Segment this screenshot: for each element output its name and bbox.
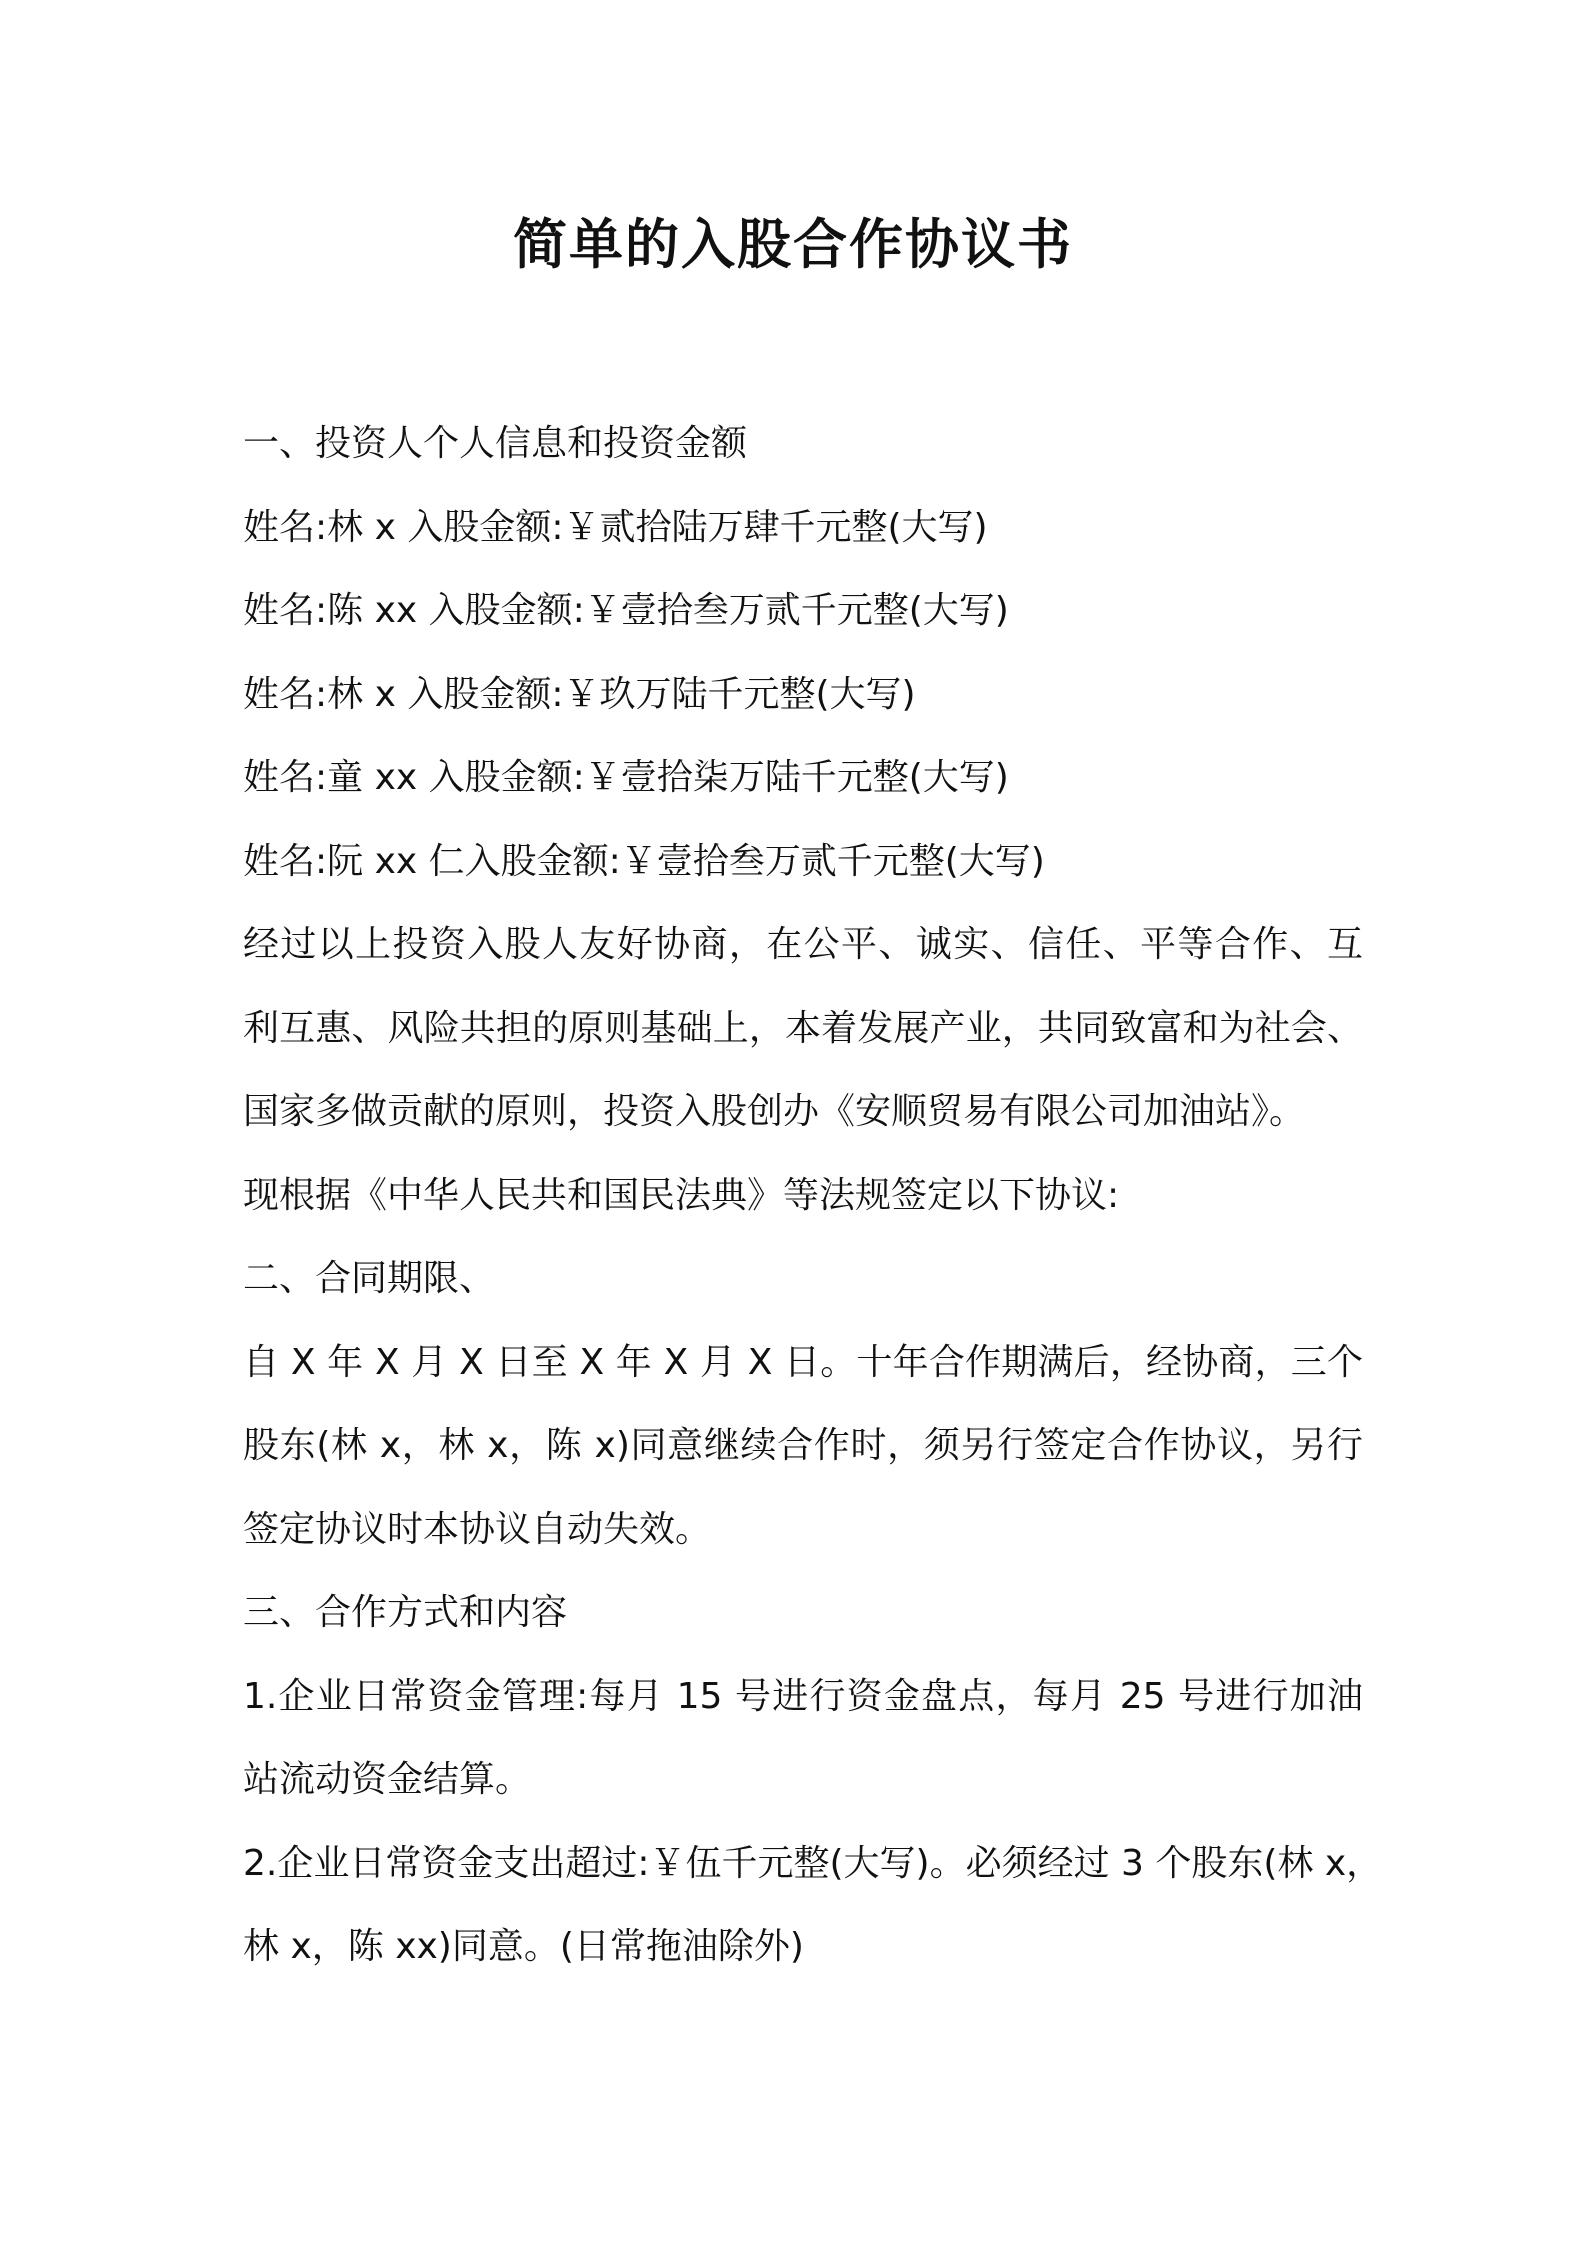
document-title: 简单的入股合作协议书 — [513, 213, 1073, 276]
section-heading-investors: 一、投资人个人信息和投资金额 — [243, 423, 748, 464]
investor-line-2: 姓名:陈 xx 入股金额:￥壹拾叁万贰千元整(大写) — [243, 590, 1009, 631]
investor-line-1: 姓名:林 x 入股金额:￥贰拾陆万肆千元整(大写) — [243, 506, 988, 548]
investor-line-3: 姓名:林 x 入股金额:￥玖万陆千元整(大写) — [243, 673, 916, 715]
paragraph-line: 自 X 年 X 月 X 日至 X 年 X 月 X 日。十年合作期满后，经协商，三个 — [243, 1341, 1363, 1383]
investor-line-5: 姓名:阮 xx 仁入股金额:￥壹拾叁万贰千元整(大写) — [243, 840, 1045, 882]
paragraph-line: 签定协议时本协议自动失效。 — [243, 1508, 712, 1550]
clause-line: 站流动资金结算。 — [243, 1759, 532, 1800]
section-heading-cooperation: 三、合作方式和内容 — [243, 1592, 568, 1633]
clause-line: 2.企业日常资金支出超过:￥伍千元整(大写)。必须经过 3 个股东(林 x， — [243, 1842, 1383, 1884]
investor-line-4: 姓名:童 xx 入股金额:￥壹拾柒万陆千元整(大写) — [243, 757, 1009, 798]
paragraph-line: 经过以上投资入股人友好协商，在公平、诚实、信任、平等合作、互 — [243, 924, 1363, 965]
paragraph-line: 国家多做贡献的原则，投资入股创办《安顺贸易有限公司加油站》。 — [243, 1091, 1306, 1132]
paragraph-line: 利互惠、风险共担的原则基础上，本着发展产业，共同致富和为社会、 — [243, 1007, 1363, 1049]
document-body — [243, 402, 1383, 1989]
paragraph-line: 现根据《中华人民共和国民法典》等法规签定以下协议: — [243, 1174, 1120, 1216]
clause-line: 1.企业日常资金管理:每月 15 号进行资金盘点，每月 25 号进行加油 — [243, 1675, 1363, 1717]
section-heading-term: 二、合同期限、 — [243, 1258, 496, 1299]
clause-line: 林 x，陈 xx)同意。(日常拖油除外) — [243, 1926, 804, 1967]
paragraph-line: 股东(林 x，林 x，陈 x)同意继续合作时，须另行签定合作协议，另行 — [243, 1425, 1363, 1466]
